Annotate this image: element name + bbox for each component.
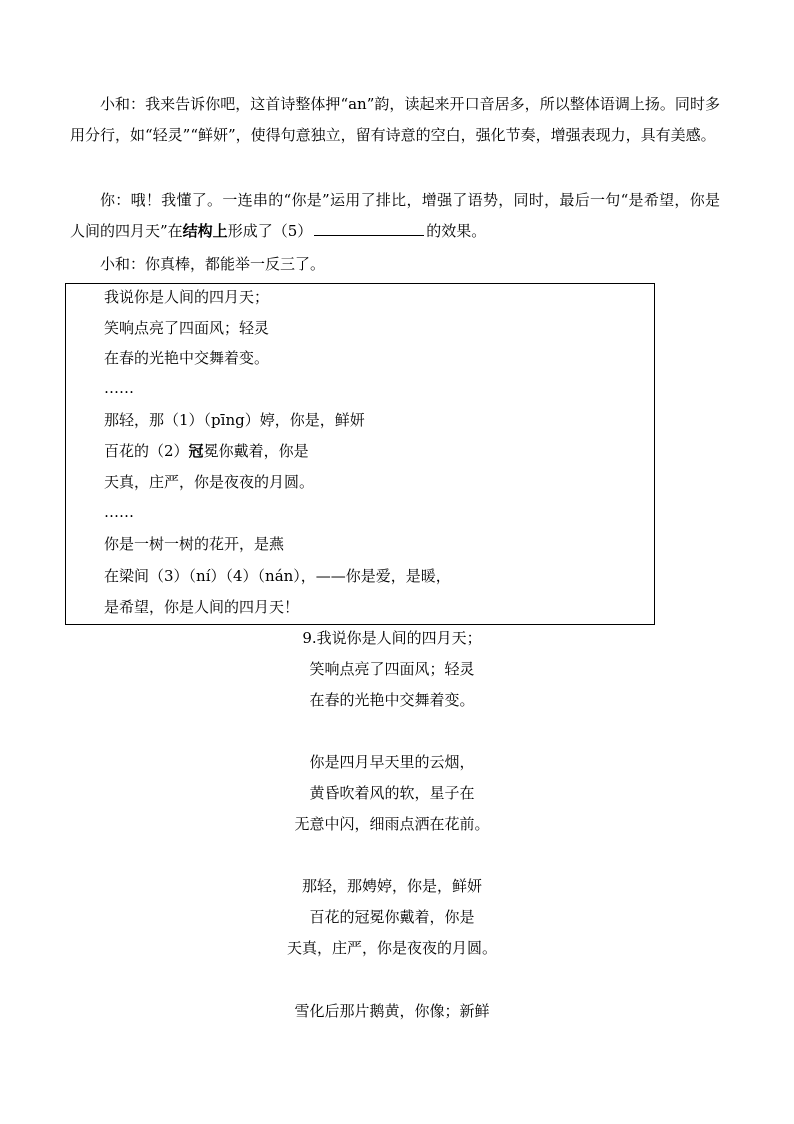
poem-line: 无意中闪，细雨点洒在花前。 — [294, 815, 490, 833]
speaker-label: 你： — [100, 191, 131, 209]
poem-line: 那轻，那娉婷，你是，鲜妍 — [301, 877, 482, 895]
poem-line: 雪化后那片鹅黄，你像；新鲜 — [294, 1002, 490, 1020]
poem-line: 你是一树一树的花开，是燕 — [104, 535, 285, 553]
speaker-label: 小和： — [100, 95, 146, 113]
dialogue-text: 我来告诉你吧，这首诗整体押“an”韵，读起来开口音居多，所以整体语调上扬。同时多用分行，如“轻灵”“鲜妍”，使得句意独立，留有诗意的空白，强化节奏，增强表现力，具有美感。 — [70, 95, 720, 144]
poem-line: 那轻，那（1）（pīng）婷，你是，鲜妍 — [104, 411, 365, 429]
speaker-label: 小和： — [100, 255, 146, 273]
poem-line: 百花的冠冕你戴着，你是 — [309, 908, 475, 926]
dialogue-text: 哦！我懂了。一连串的“你是”运用了排比，增强了语势，同时，最后一句“是希望，你是人间的四月天”在 — [70, 191, 720, 240]
bold-character: 冠 — [188, 442, 204, 460]
poem-line: 是希望，你是人间的四月天！ — [104, 598, 300, 616]
poem-line: 天真，庄严，你是夜夜的月圆。 — [104, 473, 315, 491]
poem-ellipsis: …… — [104, 379, 134, 397]
poem-text: 冕你戴着，你是 — [203, 442, 309, 460]
dialogue-text: 你真棒，都能举一反三了。 — [145, 255, 326, 273]
poem-line: 天真，庄严，你是夜夜的月圆。 — [286, 939, 497, 957]
poem-text: 百花的（2） — [104, 442, 189, 460]
poem-line: 在梁间（3）（ní）（4）（nán），——你是爱，是暖， — [104, 567, 451, 585]
poem-line: 你是四月早天里的云烟， — [309, 753, 475, 771]
poem-line: 在春的光艳中交舞着变。 — [309, 691, 475, 709]
poem-ellipsis: …… — [104, 503, 134, 521]
poem-line: 笑响点亮了四面风；轻灵 — [309, 660, 475, 678]
question-9-first-line: 9.我说你是人间的四月天； — [302, 629, 482, 647]
poem-line: 我说你是人间的四月天； — [104, 288, 270, 306]
poem-line: 笑响点亮了四面风；轻灵 — [104, 319, 270, 337]
poem-line: 黄昏吹着风的软，星子在 — [309, 784, 475, 802]
bold-keyword: 结构上 — [182, 222, 228, 240]
dialogue-text: 的效果。 — [426, 222, 487, 240]
dialogue-text: 形成了（5） — [227, 222, 313, 240]
poem-line: 在春的光艳中交舞着变。 — [104, 349, 270, 367]
